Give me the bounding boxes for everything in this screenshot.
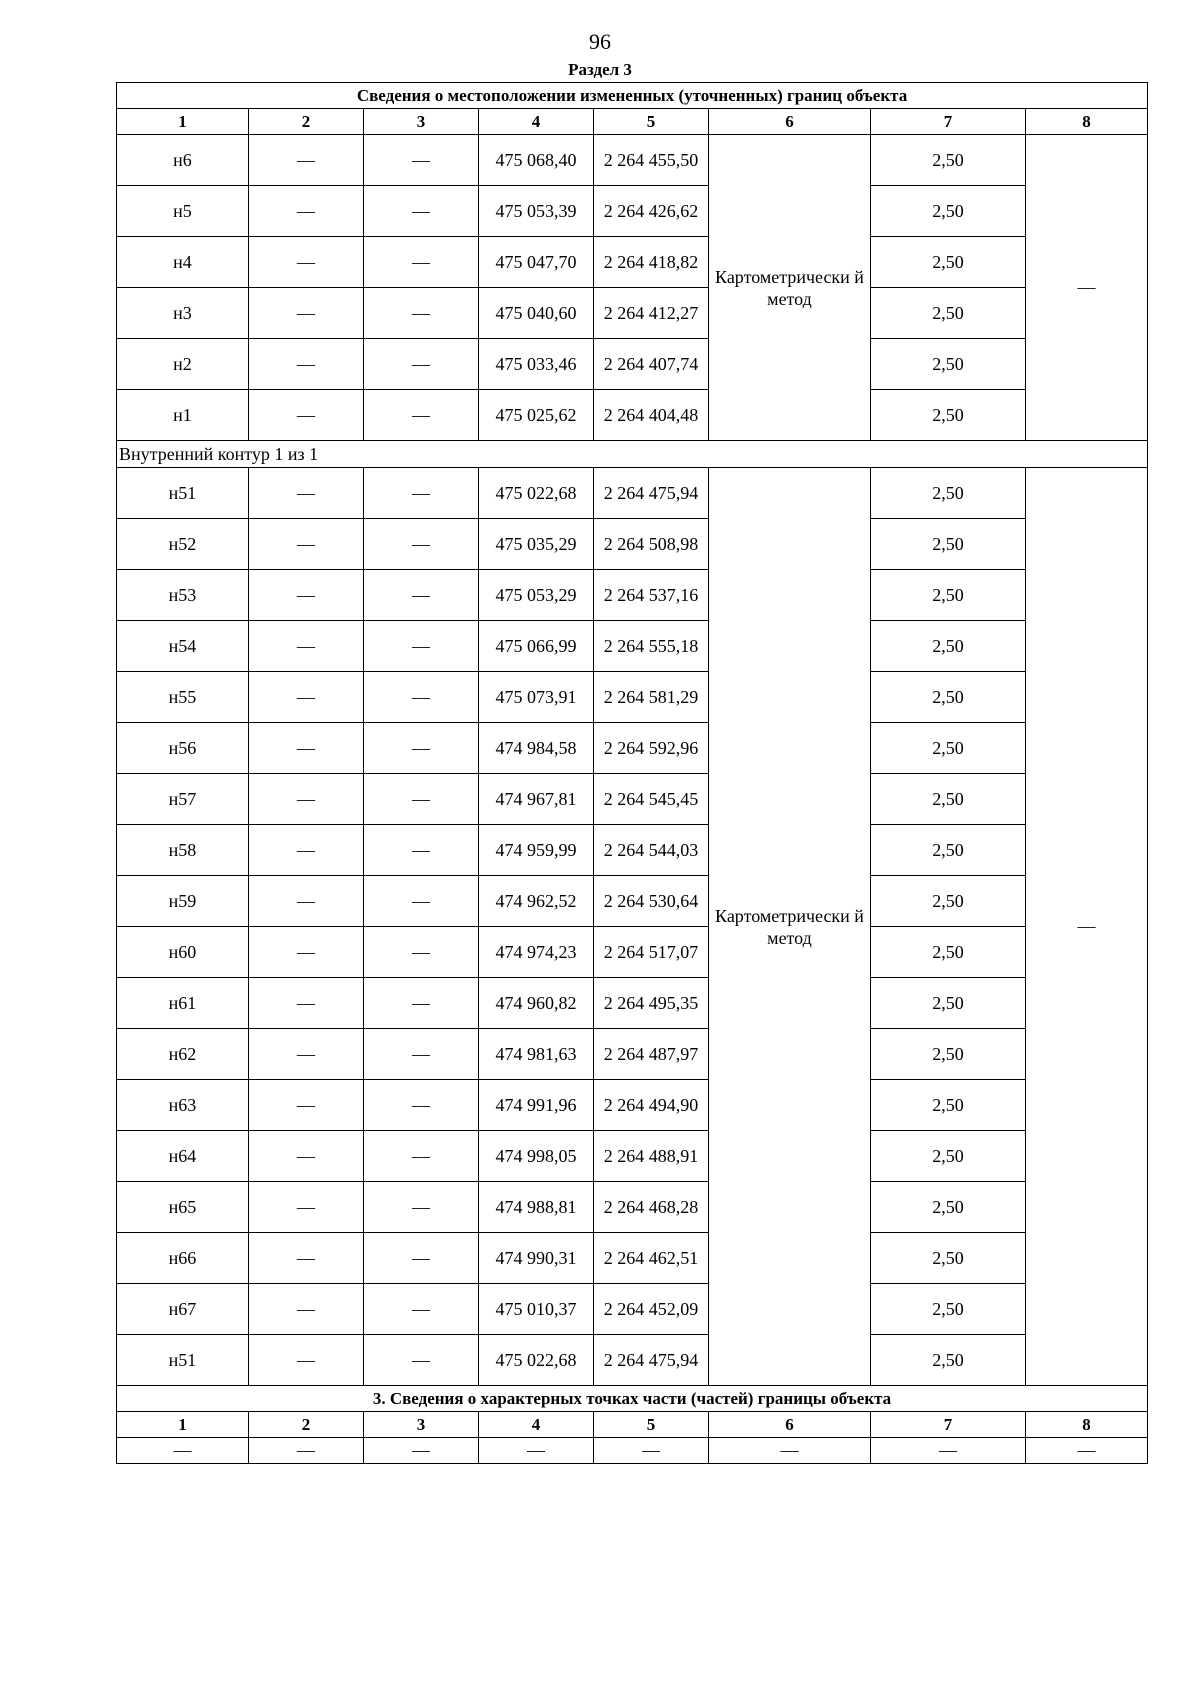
col2-cell: — (249, 876, 364, 927)
table-row (117, 390, 1148, 441)
y-coordinate-cell: 2 264 517,07 (594, 927, 709, 978)
point-name-cell: н65 (117, 1182, 249, 1233)
table-row (117, 1284, 1148, 1335)
col3-cell: — (364, 672, 479, 723)
page-number: 96 (589, 29, 611, 54)
col3-cell: — (364, 1335, 479, 1386)
precision-cell: 2,50 (871, 1182, 1026, 1233)
column-number: 4 (479, 1412, 594, 1438)
col3-cell: — (364, 774, 479, 825)
x-coordinate-cell: 474 990,31 (479, 1233, 594, 1284)
precision-cell: 2,50 (871, 978, 1026, 1029)
col2-cell: — (249, 774, 364, 825)
table-row (117, 1029, 1148, 1080)
precision-cell: 2,50 (871, 135, 1026, 186)
point-name-cell: н4 (117, 237, 249, 288)
precision-cell: 2,50 (871, 621, 1026, 672)
empty-cell: — (709, 1438, 871, 1464)
y-coordinate-cell: 2 264 475,94 (594, 1335, 709, 1386)
col3-cell: — (364, 570, 479, 621)
x-coordinate-cell: 475 073,91 (479, 672, 594, 723)
table-row (117, 339, 1148, 390)
column-number: 1 (117, 109, 249, 135)
col3-cell: — (364, 519, 479, 570)
y-coordinate-cell: 2 264 468,28 (594, 1182, 709, 1233)
point-name-cell: н66 (117, 1233, 249, 1284)
table-row (117, 1080, 1148, 1131)
table-row (117, 288, 1148, 339)
col2-cell: — (249, 390, 364, 441)
point-name-cell: н60 (117, 927, 249, 978)
col2-cell: — (249, 519, 364, 570)
precision-cell: 2,50 (871, 1233, 1026, 1284)
y-coordinate-cell: 2 264 495,35 (594, 978, 709, 1029)
empty-cell: — (871, 1438, 1026, 1464)
empty-cell: — (594, 1438, 709, 1464)
column-number-row (117, 109, 1148, 135)
col2-cell: — (249, 1131, 364, 1182)
table-title: Сведения о местоположении измененных (уточненных) границ объекта (117, 83, 1148, 109)
col3-cell: — (364, 186, 479, 237)
col2-cell: — (249, 237, 364, 288)
column-number: 4 (479, 109, 594, 135)
col8-cell: — (1026, 135, 1148, 441)
method-cell: Картометрически й метод (709, 468, 871, 1386)
col2-cell: — (249, 927, 364, 978)
col2-cell: — (249, 288, 364, 339)
point-name-cell: н61 (117, 978, 249, 1029)
table-row (117, 570, 1148, 621)
point-name-cell: н54 (117, 621, 249, 672)
point-name-cell: н57 (117, 774, 249, 825)
empty-cell: — (364, 1438, 479, 1464)
x-coordinate-cell: 474 974,23 (479, 927, 594, 978)
table-row (117, 237, 1148, 288)
col2-cell: — (249, 723, 364, 774)
col3-cell: — (364, 927, 479, 978)
parts-section-title: 3. Сведения о характерных точках части (частей) границы объекта (117, 1386, 1148, 1412)
precision-cell: 2,50 (871, 1335, 1026, 1386)
y-coordinate-cell: 2 264 508,98 (594, 519, 709, 570)
y-coordinate-cell: 2 264 487,97 (594, 1029, 709, 1080)
col3-cell: — (364, 876, 479, 927)
col2-cell: — (249, 1182, 364, 1233)
table-row (117, 723, 1148, 774)
x-coordinate-cell: 475 066,99 (479, 621, 594, 672)
column-number: 3 (364, 1412, 479, 1438)
col3-cell: — (364, 135, 479, 186)
precision-cell: 2,50 (871, 519, 1026, 570)
x-coordinate-cell: 474 998,05 (479, 1131, 594, 1182)
col2-cell: — (249, 621, 364, 672)
col3-cell: — (364, 1182, 479, 1233)
empty-cell: — (249, 1438, 364, 1464)
point-name-cell: н52 (117, 519, 249, 570)
point-name-cell: н58 (117, 825, 249, 876)
point-name-cell: н62 (117, 1029, 249, 1080)
point-name-cell: н3 (117, 288, 249, 339)
col3-cell: — (364, 339, 479, 390)
x-coordinate-cell: 475 022,68 (479, 1335, 594, 1386)
col3-cell: — (364, 825, 479, 876)
y-coordinate-cell: 2 264 412,27 (594, 288, 709, 339)
col2-cell: — (249, 468, 364, 519)
col2-cell: — (249, 672, 364, 723)
table-row (117, 468, 1148, 519)
table-row (117, 1182, 1148, 1233)
precision-cell: 2,50 (871, 1284, 1026, 1335)
parts-section-title-row (117, 1386, 1148, 1412)
table-row (117, 672, 1148, 723)
x-coordinate-cell: 475 040,60 (479, 288, 594, 339)
y-coordinate-cell: 2 264 494,90 (594, 1080, 709, 1131)
y-coordinate-cell: 2 264 418,82 (594, 237, 709, 288)
precision-cell: 2,50 (871, 186, 1026, 237)
precision-cell: 2,50 (871, 1131, 1026, 1182)
x-coordinate-cell: 475 053,39 (479, 186, 594, 237)
col3-cell: — (364, 288, 479, 339)
table-row (117, 1233, 1148, 1284)
x-coordinate-cell: 475 047,70 (479, 237, 594, 288)
x-coordinate-cell: 474 991,96 (479, 1080, 594, 1131)
x-coordinate-cell: 474 962,52 (479, 876, 594, 927)
point-name-cell: н53 (117, 570, 249, 621)
col2-cell: — (249, 339, 364, 390)
col2-cell: — (249, 1335, 364, 1386)
col2-cell: — (249, 1029, 364, 1080)
y-coordinate-cell: 2 264 592,96 (594, 723, 709, 774)
col8-cell: — (1026, 468, 1148, 1386)
col3-cell: — (364, 468, 479, 519)
table-row (117, 186, 1148, 237)
column-number: 6 (709, 109, 871, 135)
x-coordinate-cell: 474 959,99 (479, 825, 594, 876)
empty-cell: — (1026, 1438, 1148, 1464)
precision-cell: 2,50 (871, 876, 1026, 927)
point-name-cell: н55 (117, 672, 249, 723)
col3-cell: — (364, 390, 479, 441)
x-coordinate-cell: 475 053,29 (479, 570, 594, 621)
precision-cell: 2,50 (871, 672, 1026, 723)
precision-cell: 2,50 (871, 570, 1026, 621)
point-name-cell: н1 (117, 390, 249, 441)
column-number: 7 (871, 1412, 1026, 1438)
x-coordinate-cell: 474 988,81 (479, 1182, 594, 1233)
column-number: 8 (1026, 1412, 1148, 1438)
y-coordinate-cell: 2 264 455,50 (594, 135, 709, 186)
col3-cell: — (364, 1029, 479, 1080)
parts-column-number-row (117, 1412, 1148, 1438)
x-coordinate-cell: 475 033,46 (479, 339, 594, 390)
y-coordinate-cell: 2 264 407,74 (594, 339, 709, 390)
point-name-cell: н63 (117, 1080, 249, 1131)
empty-cell: — (479, 1438, 594, 1464)
y-coordinate-cell: 2 264 545,45 (594, 774, 709, 825)
inner-contour-label: Внутренний контур 1 из 1 (117, 441, 1148, 468)
y-coordinate-cell: 2 264 581,29 (594, 672, 709, 723)
table-row (117, 519, 1148, 570)
y-coordinate-cell: 2 264 404,48 (594, 390, 709, 441)
column-number: 3 (364, 109, 479, 135)
column-number: 2 (249, 1412, 364, 1438)
point-name-cell: н64 (117, 1131, 249, 1182)
y-coordinate-cell: 2 264 426,62 (594, 186, 709, 237)
y-coordinate-cell: 2 264 530,64 (594, 876, 709, 927)
col3-cell: — (364, 1284, 479, 1335)
empty-cell: — (117, 1438, 249, 1464)
precision-cell: 2,50 (871, 468, 1026, 519)
x-coordinate-cell: 474 981,63 (479, 1029, 594, 1080)
table-row (117, 978, 1148, 1029)
point-name-cell: н51 (117, 468, 249, 519)
col2-cell: — (249, 135, 364, 186)
col2-cell: — (249, 186, 364, 237)
column-number: 2 (249, 109, 364, 135)
precision-cell: 2,50 (871, 390, 1026, 441)
x-coordinate-cell: 474 960,82 (479, 978, 594, 1029)
precision-cell: 2,50 (871, 237, 1026, 288)
precision-cell: 2,50 (871, 339, 1026, 390)
parts-empty-row (117, 1438, 1148, 1464)
point-name-cell: н67 (117, 1284, 249, 1335)
point-name-cell: н6 (117, 135, 249, 186)
point-name-cell: н2 (117, 339, 249, 390)
x-coordinate-cell: 475 025,62 (479, 390, 594, 441)
y-coordinate-cell: 2 264 555,18 (594, 621, 709, 672)
col3-cell: — (364, 237, 479, 288)
col3-cell: — (364, 723, 479, 774)
table-title-row (117, 83, 1148, 109)
point-name-cell: н59 (117, 876, 249, 927)
section-title: Раздел 3 (568, 60, 632, 79)
column-number: 5 (594, 1412, 709, 1438)
col3-cell: — (364, 621, 479, 672)
x-coordinate-cell: 475 035,29 (479, 519, 594, 570)
col3-cell: — (364, 1131, 479, 1182)
column-number: 8 (1026, 109, 1148, 135)
point-name-cell: н51 (117, 1335, 249, 1386)
precision-cell: 2,50 (871, 723, 1026, 774)
precision-cell: 2,50 (871, 1080, 1026, 1131)
y-coordinate-cell: 2 264 475,94 (594, 468, 709, 519)
table-row (117, 774, 1148, 825)
column-number: 1 (117, 1412, 249, 1438)
y-coordinate-cell: 2 264 462,51 (594, 1233, 709, 1284)
col2-cell: — (249, 570, 364, 621)
col3-cell: — (364, 1233, 479, 1284)
x-coordinate-cell: 475 010,37 (479, 1284, 594, 1335)
col2-cell: — (249, 825, 364, 876)
table-row (117, 825, 1148, 876)
x-coordinate-cell: 474 967,81 (479, 774, 594, 825)
table-row (117, 135, 1148, 186)
precision-cell: 2,50 (871, 1029, 1026, 1080)
table-row (117, 927, 1148, 978)
table-row (117, 1131, 1148, 1182)
boundary-points-table (116, 82, 1148, 1464)
x-coordinate-cell: 475 068,40 (479, 135, 594, 186)
column-number: 5 (594, 109, 709, 135)
col2-cell: — (249, 978, 364, 1029)
col3-cell: — (364, 1080, 479, 1131)
precision-cell: 2,50 (871, 825, 1026, 876)
inner-contour-row (117, 441, 1148, 468)
y-coordinate-cell: 2 264 488,91 (594, 1131, 709, 1182)
col2-cell: — (249, 1284, 364, 1335)
y-coordinate-cell: 2 264 452,09 (594, 1284, 709, 1335)
col2-cell: — (249, 1233, 364, 1284)
point-name-cell: н5 (117, 186, 249, 237)
x-coordinate-cell: 474 984,58 (479, 723, 594, 774)
x-coordinate-cell: 475 022,68 (479, 468, 594, 519)
col3-cell: — (364, 978, 479, 1029)
point-name-cell: н56 (117, 723, 249, 774)
col2-cell: — (249, 1080, 364, 1131)
precision-cell: 2,50 (871, 927, 1026, 978)
column-number: 6 (709, 1412, 871, 1438)
table-row (117, 876, 1148, 927)
precision-cell: 2,50 (871, 288, 1026, 339)
column-number: 7 (871, 109, 1026, 135)
table-row (117, 1335, 1148, 1386)
y-coordinate-cell: 2 264 537,16 (594, 570, 709, 621)
y-coordinate-cell: 2 264 544,03 (594, 825, 709, 876)
precision-cell: 2,50 (871, 774, 1026, 825)
table-row (117, 621, 1148, 672)
method-cell: Картометрически й метод (709, 135, 871, 441)
